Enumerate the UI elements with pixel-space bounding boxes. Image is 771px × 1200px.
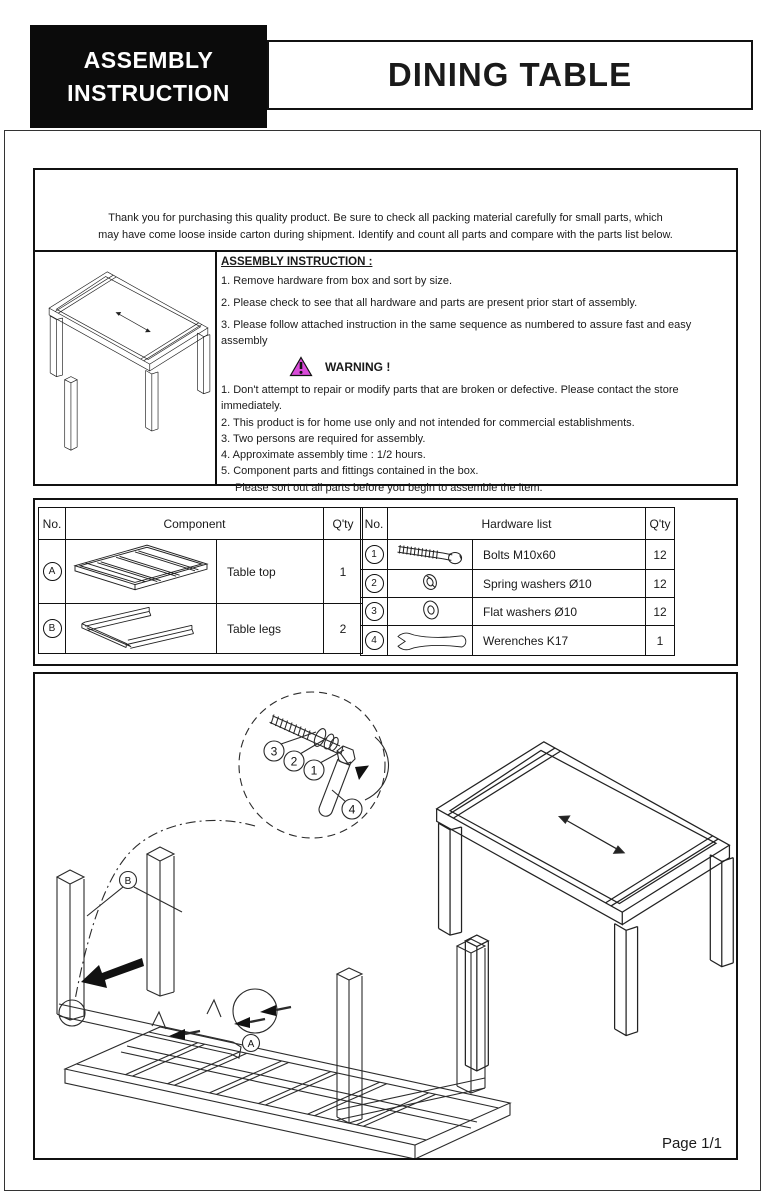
part-label-cell: Table top	[217, 540, 324, 604]
hw-qty-cell: 12	[646, 540, 675, 570]
circled-number: 2	[365, 574, 384, 593]
callout-1: 1	[310, 763, 318, 778]
col-header-no: No.	[39, 508, 66, 540]
circled-number: 1	[365, 545, 384, 564]
page-title: DINING TABLE	[387, 56, 633, 93]
hw-qty-cell: 12	[646, 598, 675, 626]
hw-image-cell	[388, 540, 473, 570]
col-header-hardware: Hardware list	[388, 508, 646, 540]
table-legs-drawing	[68, 604, 214, 650]
page-number: Page 1/1	[661, 1135, 722, 1152]
document-title-box	[267, 40, 753, 110]
warning-line: 4. Approximate assembly time : 1/2 hours.	[221, 449, 426, 462]
col-header-component: Component	[66, 508, 324, 540]
col-header-no: No.	[361, 508, 388, 540]
hw-qty-cell: 1	[646, 626, 675, 656]
circled-letter: A	[43, 562, 62, 581]
warning-triangle-icon	[289, 356, 313, 377]
callout-3: 3	[270, 744, 278, 759]
warning-line: Please sort out all parts before you begin to assemble the item.	[235, 481, 543, 494]
assembly-step: 1. Remove hardware from box and sort by size.	[221, 275, 453, 287]
wrench-drawing	[390, 626, 470, 652]
parts-list-panel	[33, 498, 738, 666]
hw-image-cell	[388, 626, 473, 656]
warning-header-row	[289, 356, 733, 377]
table-row	[39, 540, 363, 604]
hw-no-cell	[361, 626, 388, 656]
part-label-cell: Table legs	[217, 604, 324, 654]
warning-line: 5. Component parts and fittings contained in the box.	[221, 465, 479, 478]
hw-label-cell: Bolts M10x60	[473, 540, 646, 570]
hw-label-cell: Werenches K17	[473, 626, 646, 656]
table-row	[361, 598, 675, 626]
hw-image-cell	[388, 570, 473, 598]
divider-vertical	[215, 250, 217, 486]
part-qty-cell: 2	[324, 604, 363, 654]
logo-line-1: ASSEMBLY	[83, 46, 214, 73]
circled-number: 4	[365, 631, 384, 650]
warning-line: 3. Two persons are required for assembly.	[221, 432, 426, 445]
col-header-qty: Q'ty	[324, 508, 363, 540]
intro-line-2: may have come loose inside carton during shipment. Identify and count all parts and compare with the parts list below.	[98, 229, 673, 241]
intro-line-1: Thank you for purchasing this quality product. Be sure to check all packing material carefully for small parts, which	[108, 212, 663, 224]
callout-a: A	[247, 1039, 255, 1050]
assembled-table-drawing	[437, 742, 734, 1071]
brand-logo-block	[30, 25, 267, 128]
spring-washer-drawing	[390, 570, 470, 594]
hw-no-cell	[361, 598, 388, 626]
part-image-cell	[66, 540, 217, 604]
component-table	[38, 507, 363, 654]
table-top-drawing	[68, 540, 214, 600]
intro-instructions-panel	[33, 168, 738, 494]
circled-number: 3	[365, 602, 384, 621]
table-row	[39, 604, 363, 654]
part-no-cell	[39, 540, 66, 604]
table-row	[361, 540, 675, 570]
component-table-header-row	[39, 508, 363, 540]
hw-qty-cell: 12	[646, 570, 675, 598]
hw-label-cell: Flat washers Ø10	[473, 598, 646, 626]
warning-line: immediately.	[221, 400, 282, 413]
assembly-instruction-heading: ASSEMBLY INSTRUCTION :	[221, 256, 373, 268]
bolt-drawing	[390, 540, 470, 566]
intro-paragraph	[35, 210, 736, 244]
divider-horizontal	[35, 250, 736, 252]
callout-4: 4	[348, 802, 356, 817]
hw-no-cell	[361, 540, 388, 570]
part-image-cell	[66, 604, 217, 654]
table-row	[361, 570, 675, 598]
hardware-table	[360, 507, 675, 656]
logo-line-2: INSTRUCTION	[67, 79, 230, 106]
hw-label-cell: Spring washers Ø10	[473, 570, 646, 598]
table-row	[361, 626, 675, 656]
part-no-cell	[39, 604, 66, 654]
dining-table-drawing-small	[45, 266, 213, 454]
callout-2: 2	[290, 754, 298, 769]
assembly-step: 3. Please follow attached instruction in the same sequence as numbered to assure fast and easy assembly	[221, 319, 692, 347]
assembly-step: 2. Please check to see that all hardware and parts are present prior start of assembly.	[221, 297, 638, 309]
circled-letter: B	[43, 619, 62, 638]
assembly-step-diagram	[35, 674, 736, 1158]
hardware-table-header-row	[361, 508, 675, 540]
part-qty-cell: 1	[324, 540, 363, 604]
col-header-qty: Q'ty	[646, 508, 675, 540]
assembly-diagram-panel	[33, 672, 738, 1160]
callout-b: B	[124, 876, 132, 887]
inverted-table-assembly-drawing	[57, 847, 510, 1158]
hw-image-cell	[388, 598, 473, 626]
warning-line: 1. Don't attempt to repair or modify parts that are broken or defective. Please contact the store	[221, 384, 679, 396]
instruction-text-column	[221, 256, 733, 512]
hw-no-cell	[361, 570, 388, 598]
warning-line: 2. This product is for home use only and not intended for commercial establishments.	[221, 416, 635, 429]
warning-heading: WARNING !	[325, 359, 391, 374]
flat-washer-drawing	[390, 598, 470, 622]
